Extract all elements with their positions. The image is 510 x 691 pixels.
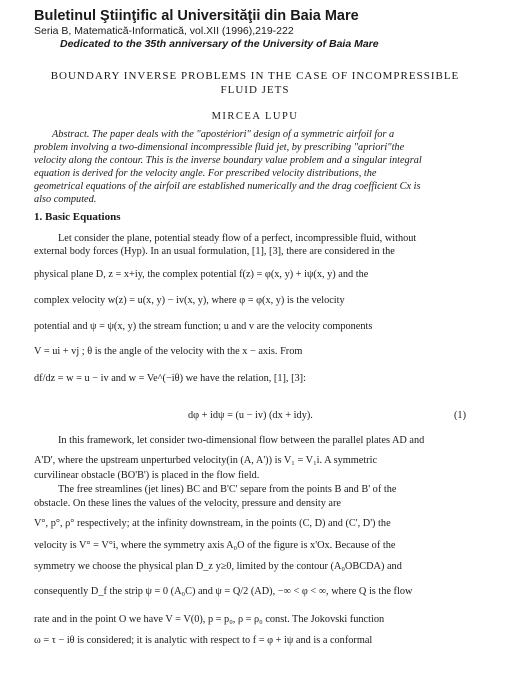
paper-title-line-2: FLUID JETS <box>220 84 290 96</box>
equation-number: (1) <box>454 410 467 421</box>
dedication: Dedicated to the 35th anniversary of the University of Baia Mare <box>60 38 379 50</box>
series-info: Seria B, Matematică-Informatică, vol.XII (1996),219-222 <box>34 25 294 37</box>
body-line: V = ui + vj ; θ is the angle of the velocity with the x − axis. From <box>34 346 303 357</box>
journal-name: Buletinul Ştiinţific al Universităţii din Baia Mare <box>34 8 359 24</box>
body-line: external body forces (Hyp). In an usual formulation, [1], [3], there are considered in the <box>34 246 395 257</box>
body-line: obstacle. On these lines the values of the velocity, pressure and density are <box>34 498 341 509</box>
equation-1: dφ + idψ = (u − iv) (dx + idy). <box>188 410 313 421</box>
body-line: A'D', where the upstream unperturbed velocity(in (A, A')) is V₁ = V₁i. A symmetric <box>34 455 378 466</box>
abstract-line: velocity along the contour. This is the inverse boundary value problem and a singular integral <box>34 155 422 166</box>
body-line: curvilinear obstacle (BO'B') is placed in the flow field. <box>34 470 260 481</box>
abstract-line: geometrical equations of the airfoil are established numerically and the drag coefficient Cx is <box>34 181 421 192</box>
body-line: velocity is V° = V°i, where the symmetry axis A₀O of the figure is x'Ox. Because of the <box>34 540 396 551</box>
body-line: The free streamlines (jet lines) BC and B'C' separe from the points B and B' of the <box>58 484 397 495</box>
body-line: ω = τ − iθ is considered; it is analytic with respect to f = φ + iψ and is a conformal <box>34 635 373 646</box>
body-line: rate and in the point O we have V = V(0), p = p₀, ρ = ρ₀ const. The Jokovski function <box>34 614 385 625</box>
abstract-line: also computed. <box>34 194 97 205</box>
body-line: physical plane D, z = x+iy, the complex potential f(z) = φ(x, y) + iψ(x, y) and the <box>34 269 369 280</box>
body-line: df/dz = w = u − iv and w = Ve^(−iθ) we have the relation, [1], [3]: <box>34 373 306 384</box>
body-line: symmetry we choose the physical plan D_z y≥0, limited by the contour (A₀OBCDA) and <box>34 561 402 572</box>
body-line: V°, p°, ρ° respectively; at the infinity downstream, in the points (C, D) and (C', D') the <box>34 518 391 529</box>
body-line: complex velocity w(z) = u(x, y) − iv(x, y), where φ = φ(x, y) is the velocity <box>34 295 345 306</box>
paper-title-line-1: BOUNDARY INVERSE PROBLEMS IN THE CASE OF INCOMPRESSIBLE <box>50 70 460 82</box>
author-name: MIRCEA LUPU <box>211 111 299 122</box>
section-heading: 1. Basic Equations <box>34 211 121 223</box>
body-line: consequently D_f the strip ψ = 0 (A₀C) and ψ = Q/2 (AD), −∞ < φ < ∞, where Q is the flow <box>34 586 413 597</box>
body-line: In this framework, let consider two-dimensional flow between the parallel plates AD and <box>58 435 425 446</box>
abstract-line: equation is derived for the velocity angle. For prescribed velocity distributions, the <box>34 168 377 179</box>
abstract-line: Abstract. The paper deals with the "apostériori" design of a symmetric airfoil for a <box>52 129 395 140</box>
abstract-line: problem involving a two-dimensional incompressible fluid jet, by prescribing "apriori"the <box>34 142 405 153</box>
body-line: Let consider the plane, potential steady flow of a perfect, incompressible fluid, without <box>58 233 417 244</box>
body-line: potential and ψ = ψ(x, y) the stream function; u and v are the velocity components <box>34 321 373 332</box>
